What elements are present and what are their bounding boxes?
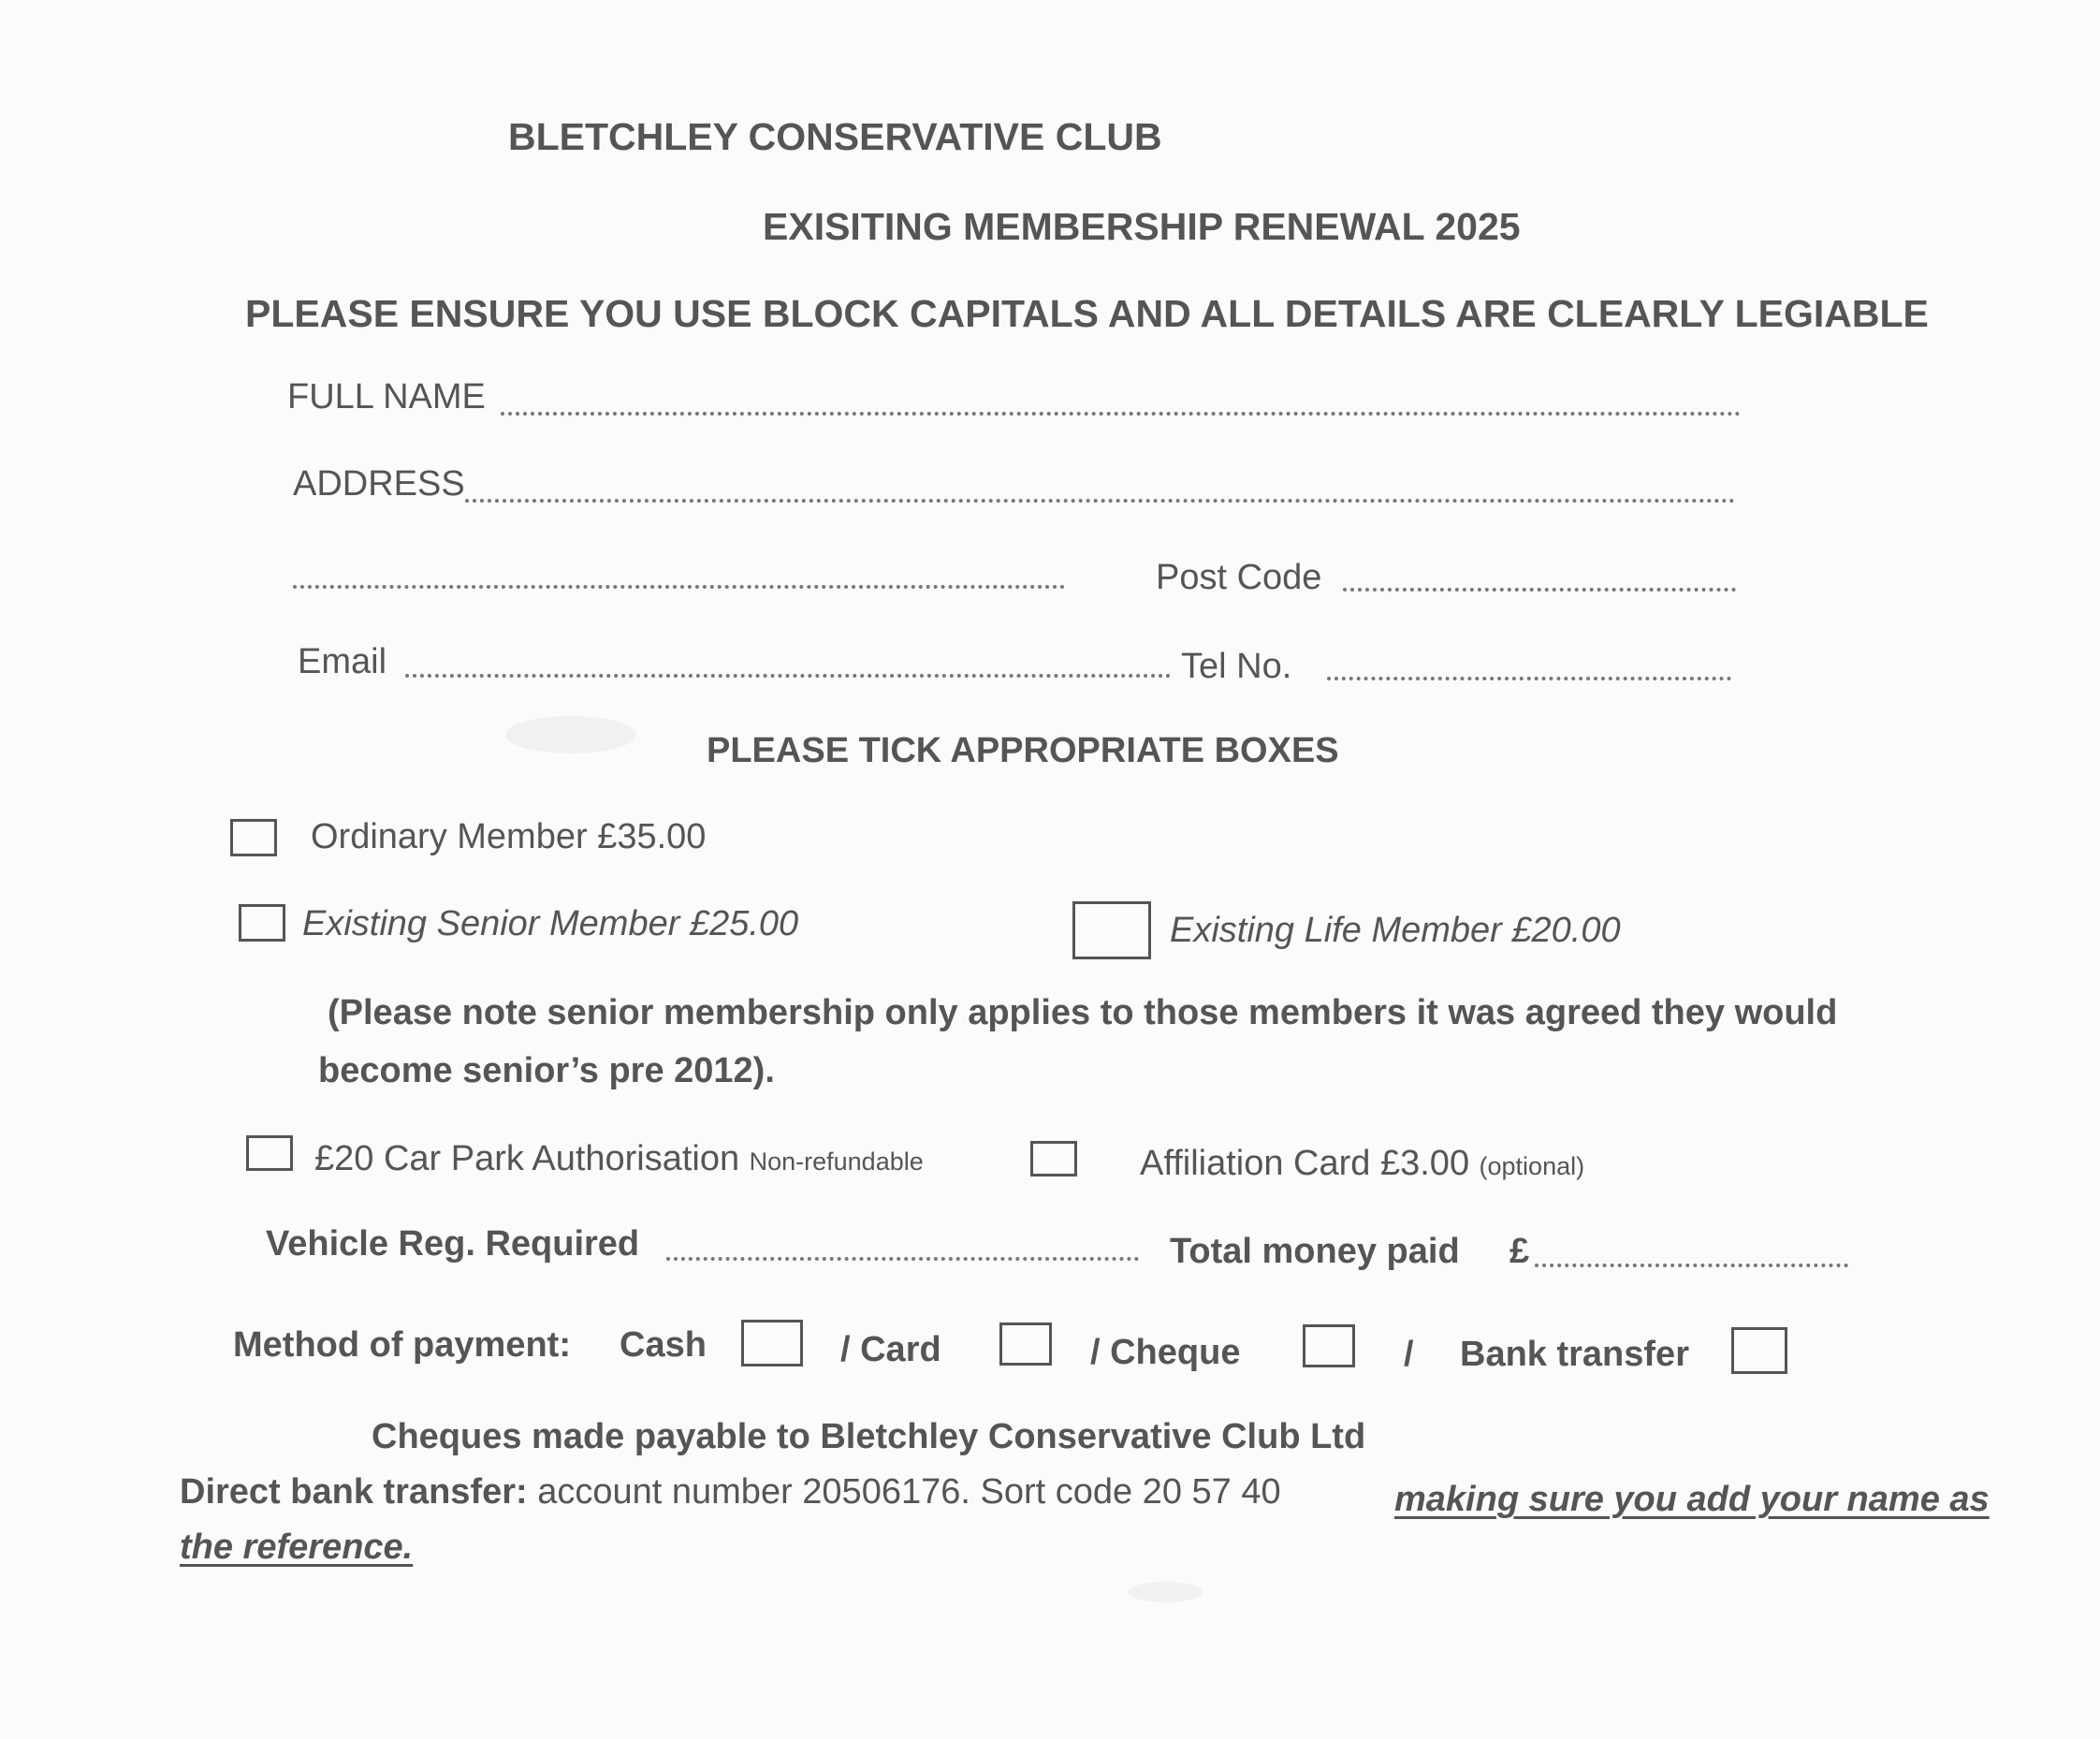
tel-label: Tel No. bbox=[1181, 647, 1292, 686]
car-park-checkbox[interactable] bbox=[246, 1135, 293, 1171]
affiliation-card-checkbox[interactable] bbox=[1030, 1141, 1077, 1176]
senior-member-checkbox[interactable] bbox=[239, 904, 285, 942]
affiliation-card-label bbox=[1140, 1146, 1584, 1181]
block-capitals-instruction: PLEASE ENSURE YOU USE BLOCK CAPITALS AND ALL DETAILS ARE CLEARLY LEGIABLE bbox=[245, 292, 1929, 335]
email-field[interactable] bbox=[405, 674, 1171, 678]
optional-note: (optional) bbox=[1479, 1152, 1585, 1180]
email-label: Email bbox=[298, 642, 387, 681]
card-label: / Card bbox=[840, 1330, 941, 1369]
senior-membership-note-line-1: (Please note senior membership only applies to those members it was agreed they would bbox=[328, 993, 1838, 1032]
car-park-label bbox=[314, 1141, 924, 1176]
direct-transfer-line bbox=[180, 1474, 1281, 1510]
club-name: BLETCHLEY CONSERVATIVE CLUB bbox=[508, 115, 1162, 158]
tick-boxes-heading: PLEASE TICK APPROPRIATE BOXES bbox=[707, 731, 1339, 770]
ordinary-member-checkbox[interactable] bbox=[230, 819, 277, 856]
address-field-line-2[interactable] bbox=[293, 585, 1065, 589]
bank-transfer-checkbox[interactable] bbox=[1731, 1327, 1787, 1374]
bank-account-details: account number 20506176. Sort code 20 57 40 bbox=[537, 1472, 1281, 1512]
life-member-checkbox[interactable] bbox=[1072, 901, 1151, 959]
payment-separator: / bbox=[1404, 1335, 1414, 1374]
total-money-field[interactable] bbox=[1535, 1264, 1848, 1267]
payment-method-label: Method of payment: bbox=[233, 1325, 571, 1365]
form-title: EXISITING MEMBERSHIP RENEWAL 2025 bbox=[763, 205, 1521, 248]
currency-symbol: £ bbox=[1509, 1232, 1530, 1271]
reference-instruction-line-1: making sure you add your name as bbox=[1394, 1480, 1990, 1519]
cash-label: Cash bbox=[620, 1325, 707, 1365]
bank-transfer-label: Bank transfer bbox=[1460, 1335, 1689, 1374]
post-code-field[interactable] bbox=[1343, 588, 1736, 592]
cash-checkbox[interactable] bbox=[741, 1320, 803, 1366]
cheque-label: / Cheque bbox=[1090, 1333, 1241, 1372]
senior-member-label: Existing Senior Member £25.00 bbox=[302, 904, 799, 943]
full-name-field[interactable] bbox=[501, 412, 1741, 416]
non-refundable-note: Non-refundable bbox=[749, 1147, 924, 1176]
scan-smudge bbox=[1128, 1582, 1203, 1602]
affiliation-card-text: Affiliation Card £3.00 bbox=[1140, 1144, 1470, 1183]
vehicle-reg-label: Vehicle Reg. Required bbox=[266, 1224, 640, 1264]
ordinary-member-label: Ordinary Member £35.00 bbox=[311, 817, 707, 856]
address-label: ADDRESS bbox=[293, 464, 465, 504]
full-name-label: FULL NAME bbox=[287, 377, 486, 416]
reference-instruction-line-2: the reference. bbox=[180, 1527, 414, 1567]
senior-membership-note-line-2: become senior’s pre 2012). bbox=[318, 1051, 775, 1090]
vehicle-reg-field[interactable] bbox=[666, 1257, 1139, 1261]
address-field-line-1[interactable] bbox=[465, 499, 1735, 503]
total-money-label: Total money paid bbox=[1170, 1232, 1460, 1271]
tel-field[interactable] bbox=[1327, 677, 1731, 680]
post-code-label: Post Code bbox=[1156, 558, 1322, 597]
cheques-payable-note: Cheques made payable to Bletchley Conservative Club Ltd bbox=[372, 1417, 1366, 1456]
car-park-authorisation-text: £20 Car Park Authorisation bbox=[314, 1139, 740, 1178]
scan-smudge bbox=[505, 716, 636, 753]
cheque-checkbox[interactable] bbox=[1303, 1324, 1355, 1367]
life-member-label: Existing Life Member £20.00 bbox=[1170, 911, 1621, 950]
direct-transfer-label: Direct bank transfer: bbox=[180, 1472, 528, 1512]
card-checkbox[interactable] bbox=[999, 1323, 1052, 1366]
